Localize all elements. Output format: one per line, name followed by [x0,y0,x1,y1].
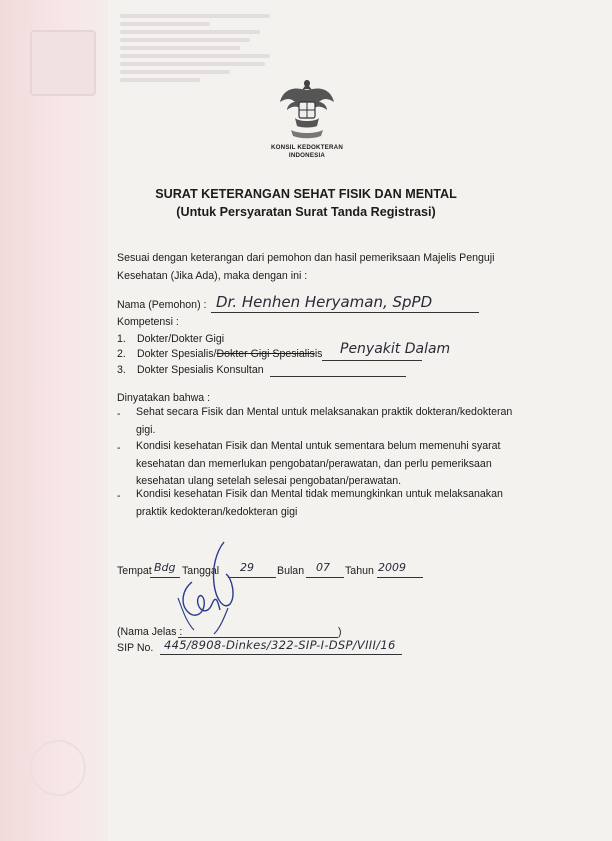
bullet-1-line-1: Sehat secara Fisik dan Mental untuk melaksanakan praktik dokteran/kedokteran [136,406,513,418]
dinyatakan-label: Dinyatakan bahwa : [117,392,211,404]
nama-value: Dr. Henhen Heryaman, SpPD [216,293,433,311]
tanggal-label: Tanggal [182,565,220,577]
kompetensi-item-3-underline [270,376,406,377]
nama-label: Nama (Pemohon) : [117,299,207,311]
spesialis-value: Penyakit Dalam [340,341,451,357]
bulan-label: Bulan [277,565,305,577]
kompetensi-item-2-text: Dokter Spesialis/ [137,348,217,360]
kompetensi-item-3: Dokter Spesialis Konsultan [137,364,264,376]
kompetensi-item-1-num: 1. [117,333,126,345]
signature-icon [172,538,252,638]
tahun-label: Tahun [345,565,374,577]
org-line-1: KONSIL KEDOKTERAN [270,144,344,151]
kompetensi-item-2 [137,348,322,360]
kompetensi-item-2-suffix: is [314,348,323,360]
bulan-value: 07 [316,561,330,574]
nama-underline [211,312,479,313]
bullet-3-line-1: Kondisi kesehatan Fisik dan Mental tidak memungkinkan untuk melaksanakan [136,488,503,500]
bullet-3-mark: - [117,490,121,502]
sip-underline [160,654,402,655]
bullet-2-line-2: kesehatan dan memerlukan pengobatan/perawatan, dan perlu pemeriksaan [136,457,492,470]
sip-value: 445/8908-Dinkes/322-SIP-I-DSP/VIII/16 [164,638,396,652]
nama-jelas-label: (Nama Jelas : [117,626,183,638]
bullet-3-line-2: praktik kedokteran/kedokteran gigi [136,505,298,518]
bullet-1 [136,404,512,439]
intro-paragraph: Sesuai dengan keterangan dari pemohon dan hasil pemeriksaan Majelis Penguji Kesehatan (Jika Ada), maka dengan ini : [117,252,495,282]
kompetensi-item-2-underline [322,360,422,361]
kompetensi-item-1: Dokter/Dokter Gigi [137,333,225,345]
kompetensi-label: Kompetensi : [117,316,179,328]
tanggal-value: 29 [240,561,254,574]
bullet-2-mark: - [117,442,121,454]
bullet-3 [136,486,503,521]
bleed-through-seal [30,740,86,796]
garuda-emblem-icon [277,76,337,142]
nama-jelas-close: ) [338,626,342,638]
document-title: SURAT KETERANGAN SEHAT FISIK DAN MENTAL [155,187,457,201]
issuer-name [240,144,374,160]
bullet-2-line-1: Kondisi kesehatan Fisik dan Mental untuk sementara belum memenuhi syarat [136,440,501,452]
document-subtitle: (Untuk Persyaratan Surat Tanda Registrasi) [176,205,436,219]
bullet-1-line-2: gigi. [136,423,156,436]
tempat-label: Tempat [117,565,152,577]
sip-label: SIP No. [117,642,154,654]
scan-edge-strip [0,0,108,841]
kompetensi-item-2-struck: Dokter Gigi Spesialis [216,348,315,360]
org-line-2: INDONESIA [288,152,326,159]
tempat-value: Bdg [154,561,176,574]
tahun-underline [377,577,423,578]
tahun-value: 2009 [378,561,406,574]
bleed-through-stamp [30,30,96,96]
kompetensi-item-2-num: 2. [117,348,126,360]
kompetensi-item-3-num: 3. [117,364,126,376]
bullet-2-line-3: kesehatan ulang setelah selesai pengobatan/perawatan. [136,475,402,487]
bullet-2 [136,438,501,491]
bullet-1-mark: - [117,408,121,420]
bulan-underline [306,577,344,578]
